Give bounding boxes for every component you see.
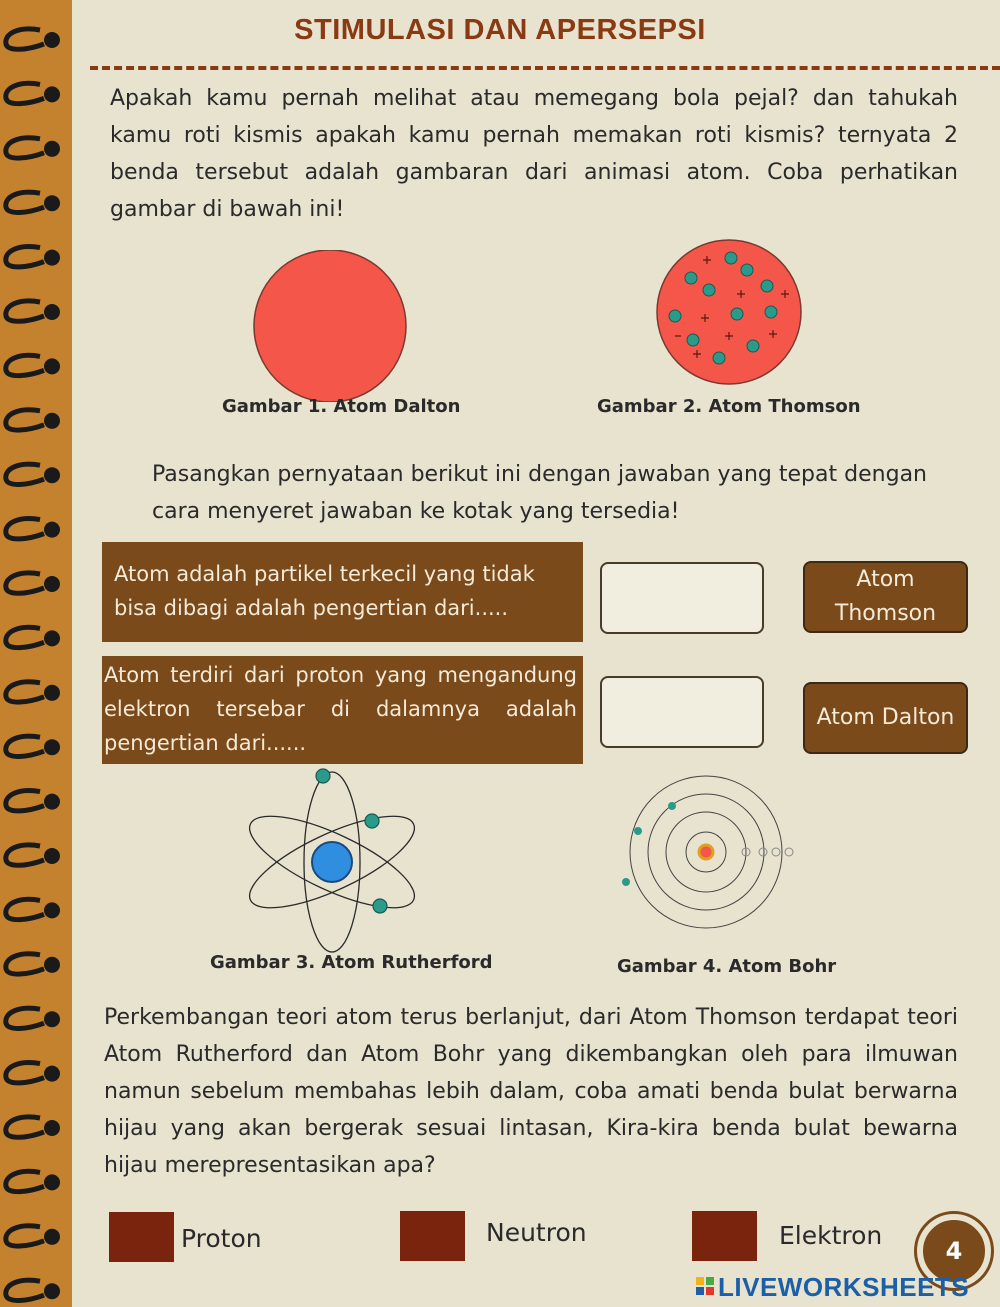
discussion-paragraph: Perkembangan teori atom terus berlanjut, dari Atom Thomson terdapat teori Atom Rutherford dan Atom Bohr yang dikembangkan oleh para ilmuwan namun sebelum membahas lebih dalam, coba amati benda bulat berwarna hijau yang akan bergerak sesuai lintasan, Kira-kira benda bulat bewarna hijau merepresentasikan apa?	[104, 1005, 958, 1178]
liveworksheets-logo-icon	[696, 1277, 714, 1295]
bohr-energy-markers	[742, 848, 793, 856]
binder-ring	[6, 138, 60, 158]
option-proton-label: Proton	[181, 1224, 262, 1253]
rutherford-atom-figure	[235, 762, 425, 954]
answer-atom-thomson[interactable]: Atom Thomson	[803, 561, 968, 633]
bohr-nucleus	[699, 845, 713, 859]
binder-ring	[6, 845, 60, 865]
binder-rings	[0, 0, 90, 1307]
binder-ring	[6, 1226, 60, 1246]
fig2-caption: Gambar 2. Atom Thomson	[597, 396, 861, 417]
binder-ring	[6, 519, 60, 539]
answer-atom-dalton[interactable]: Atom Dalton	[803, 682, 968, 754]
question-1: Atom adalah partikel terkecil yang tidak bisa dibagi adalah pengertian dari.....	[102, 542, 583, 642]
liveworksheets-watermark: LIVEWORKSHEETS	[718, 1272, 970, 1302]
dalton-sphere	[254, 250, 406, 402]
binder-ring	[6, 355, 60, 375]
binder-ring	[6, 83, 60, 103]
page-title: STIMULASI DAN APERSEPSI	[294, 14, 706, 46]
fig3-caption: Gambar 3. Atom Rutherford	[210, 952, 493, 973]
option-elektron-label: Elektron	[779, 1221, 883, 1250]
option-neutron-label: Neutron	[486, 1218, 587, 1247]
fig1-caption: Gambar 1. Atom Dalton	[222, 396, 461, 417]
binder-ring	[6, 736, 60, 756]
binder-ring	[6, 1280, 60, 1300]
option-elektron-box[interactable]	[692, 1211, 757, 1261]
option-proton-box[interactable]	[109, 1212, 174, 1262]
fig4-caption: Gambar 4. Atom Bohr	[617, 956, 837, 977]
drop-zone-1[interactable]	[600, 562, 764, 634]
binder-ring	[6, 791, 60, 811]
binder-ring	[6, 1171, 60, 1191]
thomson-atom-figure	[653, 236, 805, 388]
binder-ring	[6, 1008, 60, 1028]
binder-ring	[6, 899, 60, 919]
binder-ring	[6, 464, 60, 484]
binder-ring	[6, 954, 60, 974]
question-2: Atom terdiri dari proton yang mengandung elektron tersebar di dalamnya adalah pengertian dari......	[102, 656, 583, 764]
instruction-text: Pasangkan pernyataan berikut ini dengan jawaban yang tepat dengan cara menyeret jawaban ke kotak yang tersedia!	[152, 462, 927, 524]
title-divider	[90, 66, 1000, 70]
binder-ring	[6, 247, 60, 267]
binder-ring	[6, 1117, 60, 1137]
bohr-atom-figure	[620, 770, 800, 942]
option-neutron-box[interactable]	[400, 1211, 465, 1261]
page-number-badge: 4	[917, 1214, 991, 1288]
binder-ring	[6, 627, 60, 647]
rutherford-nucleus	[312, 842, 352, 882]
intro-paragraph: Apakah kamu pernah melihat atau memegang bola pejal? dan tahukah kamu roti kismis apakah kamu pernah memakan roti kismis? ternyata 2 benda tersebut adalah gambaran dari animasi atom. Coba perhatikan gambar di bawah ini!	[110, 86, 958, 222]
binder-ring	[6, 573, 60, 593]
dalton-atom-figure	[250, 250, 410, 402]
binder-ring	[6, 192, 60, 212]
binder-ring	[6, 410, 60, 430]
binder-ring	[6, 301, 60, 321]
binder-ring	[6, 1063, 60, 1083]
drop-zone-2[interactable]	[600, 676, 764, 748]
binder-ring	[6, 682, 60, 702]
